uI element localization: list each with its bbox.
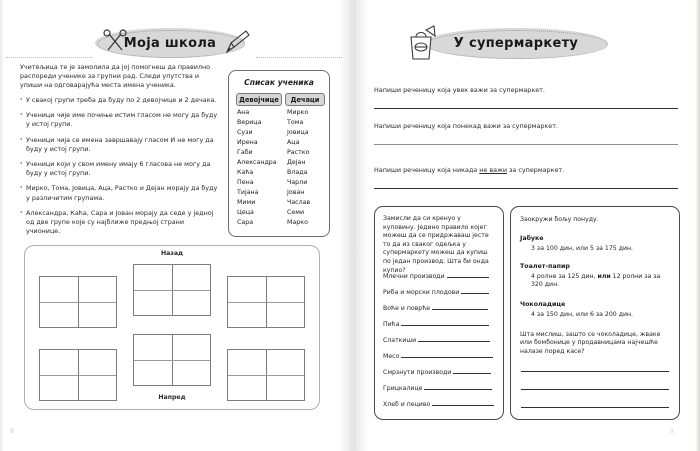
student-name: Часлав bbox=[287, 199, 311, 206]
desk-group[interactable] bbox=[227, 349, 305, 401]
category-row[interactable] bbox=[383, 383, 492, 392]
instruction-bullet: · Мирко, Тома, Јовица, Аца, Растко и Дејан морају да буду у различитим групама. bbox=[20, 184, 220, 202]
student-name: Влада bbox=[287, 169, 308, 176]
student-name: Цеца bbox=[237, 209, 254, 216]
answer-rule[interactable] bbox=[374, 108, 678, 109]
student-name: Дејан bbox=[287, 159, 306, 166]
student-name: Јован bbox=[287, 189, 305, 196]
offers-box bbox=[510, 206, 680, 420]
student-name: Мими bbox=[237, 199, 256, 206]
left-intro-text: Учитељица те је замолила да јој помогнеш да правилно распореди ученике за групни рад. Следи упутства и упиши на одговарајућа места имена ученика. bbox=[20, 63, 211, 90]
category-label: Млечни производи bbox=[383, 273, 445, 280]
student-name: Сузи bbox=[237, 129, 253, 136]
category-row[interactable] bbox=[383, 319, 489, 328]
right-page-banner bbox=[424, 28, 608, 59]
category-label: Месо bbox=[383, 353, 400, 360]
classroom-label-back: Назад bbox=[160, 250, 184, 257]
instruction-bullet: · Ученици који у свом имену имају 6 гласова не могу да буду у истој групи. bbox=[20, 160, 220, 178]
offer-name: Тоалет-папир bbox=[520, 263, 570, 270]
student-name: Сара bbox=[237, 219, 254, 226]
student-name: Јовица bbox=[287, 129, 309, 136]
student-name: Каћа bbox=[237, 169, 254, 176]
category-row[interactable] bbox=[383, 351, 493, 360]
student-name: Пена bbox=[237, 179, 254, 186]
prompt-never bbox=[374, 166, 564, 174]
answer-rule[interactable] bbox=[374, 188, 678, 189]
student-name: Мирко bbox=[287, 109, 309, 116]
category-row[interactable] bbox=[383, 335, 490, 344]
offer-description[interactable]: 4 за 150 дин, или 6 за 200 дин. bbox=[531, 311, 634, 318]
student-name: Марко bbox=[287, 219, 308, 226]
student-name: Ана bbox=[237, 109, 250, 116]
category-label: Грицкалице bbox=[383, 385, 423, 392]
desk-group[interactable] bbox=[227, 276, 305, 328]
offer-conjunction: или bbox=[597, 273, 611, 280]
student-name: Тијана bbox=[237, 189, 259, 196]
answer-rule[interactable] bbox=[521, 389, 669, 390]
desk-group[interactable] bbox=[39, 276, 117, 328]
offer-name: Чоколадице bbox=[520, 301, 566, 308]
prompt-never-underlined: не важи bbox=[479, 166, 507, 174]
category-label: Хлеб и пециво bbox=[383, 401, 431, 408]
prompt-always: Напиши реченицу која увек важи за супермаркет. bbox=[374, 86, 545, 94]
category-row[interactable] bbox=[383, 271, 489, 280]
student-name: Габи bbox=[237, 149, 253, 156]
student-list-card bbox=[228, 70, 330, 237]
offer-part-c: 12 ролни за за 320 дин. bbox=[531, 273, 661, 289]
page-number-left: 8 bbox=[10, 428, 14, 435]
student-name: Растко bbox=[287, 149, 310, 156]
right-page bbox=[360, 0, 700, 451]
prompt-never-post: за супермаркет. bbox=[506, 166, 565, 174]
banner-dotline-right bbox=[256, 57, 342, 58]
student-name: Аца bbox=[287, 139, 300, 146]
category-row[interactable] bbox=[383, 287, 489, 296]
offer-name: Јабуке bbox=[520, 235, 544, 242]
category-row[interactable] bbox=[383, 303, 488, 312]
category-label: Пића bbox=[383, 321, 400, 328]
left-bullet-list bbox=[20, 96, 220, 242]
desk-group[interactable] bbox=[39, 349, 117, 401]
column-header-boys: Дечаци bbox=[285, 93, 325, 106]
instruction-bullet: · Ученици чије име почиње истим гласом не могу да буду у истој групи. bbox=[20, 111, 220, 129]
student-name: Чарли bbox=[287, 179, 308, 186]
shopping-task-intro: Замисли да си кренуо у куповину. Једино правило којег можеш да се придржаваш јесте то да из сваког одељка у супермаркету можеш да купиш по један производ. Шта би онда купио? bbox=[383, 215, 489, 274]
classroom-layout bbox=[24, 245, 320, 410]
offer-part-a: 4 ролне за 125 дин, bbox=[531, 273, 598, 280]
answer-rule[interactable] bbox=[521, 371, 669, 372]
instruction-bullet: · Ученици чија се имена завршавају гласом И не могу да буду у истој групи. bbox=[20, 136, 220, 154]
student-name: Ирена bbox=[237, 139, 258, 146]
category-label: Воће и поврће bbox=[383, 305, 431, 312]
offers-question: Шта мислиш, зашто се чоколадице, жваке или бомбонице у продавницама најчешће налазе поред касе? bbox=[520, 331, 661, 355]
prompt-never-pre: Напиши реченицу која никада bbox=[374, 166, 480, 174]
instruction-bullet: · У свакој групи треба да буду по 2 девојчице и 2 дечака. bbox=[20, 96, 220, 105]
offer-description[interactable]: 3 за 100 дин, или 5 за 175 дин. bbox=[531, 245, 634, 252]
student-name: Верица bbox=[237, 119, 262, 126]
answer-rule[interactable] bbox=[374, 144, 678, 145]
category-label: Слаткиши bbox=[383, 337, 417, 344]
desk-group[interactable] bbox=[133, 264, 211, 316]
right-page-title: У супермаркету bbox=[453, 36, 579, 51]
instruction-bullet: · Александра, Каћа, Сара и Јован морају да седе у једној од две групе које су најближе предњој страни учионице. bbox=[20, 209, 220, 237]
prompt-sometimes: Напиши реченицу која понекад важи за супермаркет. bbox=[374, 122, 558, 130]
shopping-task-box bbox=[374, 206, 504, 420]
student-name: Александра bbox=[237, 159, 277, 166]
answer-rule[interactable] bbox=[521, 407, 669, 408]
category-row[interactable] bbox=[383, 399, 494, 408]
left-page-title: Моја школа bbox=[123, 36, 217, 51]
offers-title: Заокружи бољу понуду. bbox=[520, 216, 599, 223]
category-row[interactable] bbox=[383, 367, 491, 376]
student-list-title: Списак ученика bbox=[244, 78, 314, 87]
student-name: Семи bbox=[287, 209, 305, 216]
scissors-icon bbox=[100, 26, 130, 56]
classroom-label-front: Напред bbox=[158, 394, 186, 401]
pencil-icon bbox=[222, 26, 252, 56]
page-number-right: 9 bbox=[670, 428, 674, 435]
student-name: Тома bbox=[287, 119, 304, 126]
offer-description[interactable] bbox=[531, 273, 673, 290]
column-header-girls: Девојчице bbox=[236, 93, 282, 106]
shopping-bag-icon bbox=[404, 24, 438, 62]
left-page bbox=[0, 0, 348, 451]
category-label: Смрзнути производи bbox=[383, 369, 452, 376]
category-label: Риба и морски плодови bbox=[383, 289, 460, 296]
desk-group[interactable] bbox=[133, 334, 211, 386]
banner-dotline-left bbox=[6, 57, 92, 58]
